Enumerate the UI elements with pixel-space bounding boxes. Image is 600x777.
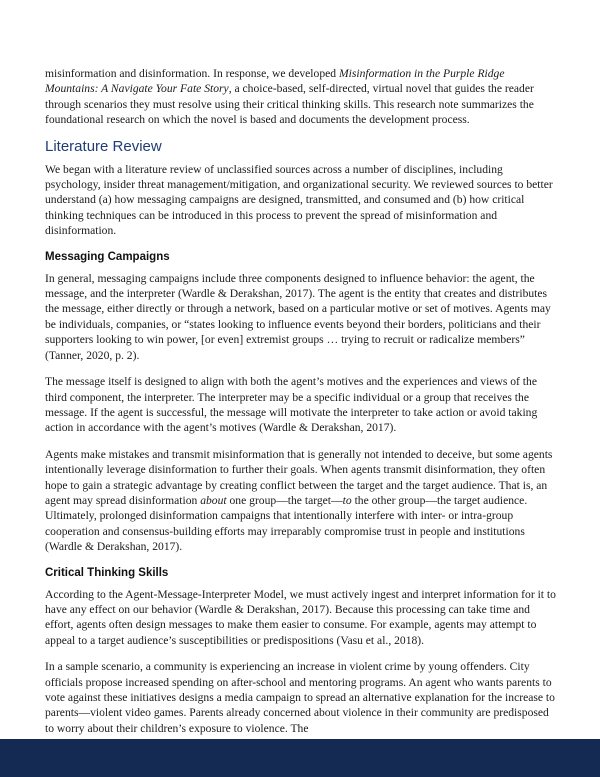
footer-band	[0, 739, 600, 777]
p3-text-c: the other group—the target audience. Ultimately, prolonged disinformation campaigns that intentionally interfere with inter- or intra-group cooperation and consensus-building efforts may irreparably compromise trust in people and institutions (Wardle & Derakshan, 2017).	[45, 493, 528, 554]
literature-review-paragraph: We began with a literature review of unclassified sources across a number of disciplines, including psychology, insider threat management/mitigation, and organizational security. We reviewed sources to better understand (a) how messaging campaigns are designed, transmitted, and consumed and (b) how critical thinking techniques can be introduced in this process to prevent the spread of misinformation and disinformation.	[45, 162, 553, 238]
p3-to: to	[342, 493, 352, 507]
critical-thinking-paragraph-2: In a sample scenario, a community is experiencing an increase in violent crime by young offenders. City officials propose increased spending on after-school and mentoring programs. An agent who wants parents to vote against these initiatives designs a media campaign to spread an alternative explanation for the increase to parents—violent video games. Parents already concerned about violence in their community are predisposed to worry about their children’s exposure to violence. The	[45, 660, 555, 735]
messaging-campaigns-heading: Messaging Campaigns	[45, 250, 170, 263]
document-page	[45, 66, 557, 747]
literature-review-heading: Literature Review	[45, 137, 162, 155]
p3-text-a: Agents make mistakes and transmit misinformation that is generally not intended to deceive, but some agents intentionally leverage disinformation to further their goals. When agents transmit disinformation, they often hope to gain a strategic advantage by creating conflict between the target and the target audience. That is, an agent may spread disinformation	[45, 447, 553, 507]
critical-thinking-paragraph-1: According to the Agent-Message-Interpreter Model, we must actively ingest and interpret information for it to have any effect on our behavior (Wardle & Derakshan, 2017). Because this processing can take time and effort, agents often design messages to make them easier to consume. For example, agents may attempt to appeal to a target audience’s susceptibilities or predispositions (Vasu et al., 2018).	[45, 587, 556, 647]
messaging-paragraph-3	[45, 447, 557, 555]
intro-text-b: , a choice-based, self-directed, virtual novel that guides the reader through scenarios they must resolve using their critical thinking skills. This research note summarizes the foundational research on which the novel is based and documents the development process.	[45, 82, 534, 127]
intro-text-a: misinformation and disinformation. In response, we developed	[45, 67, 339, 80]
p3-about: about	[200, 493, 227, 507]
messaging-paragraph-1: In general, messaging campaigns include three components designed to influence behavior: the agent, the message, and the interpreter (Wardle & Derakshan, 2017). The agent is the entity that creates and distributes the message, either directly or through a network, based on a particular motive or set of motives. Agents may be individuals, companies, or “states looking to influence events beyond their borders, politicians and their supporters looking to win power, [or even] extremist groups … trying to recruit or radicalize members” (Tanner, 2020, p. 2).	[45, 271, 551, 362]
intro-paragraph	[45, 66, 557, 128]
messaging-paragraph-2: The message itself is designed to align with both the agent’s motives and the experiences and views of the third component, the interpreter. The interpreter may be a specific individual or a group that receives the message. If the agent is successful, the message will motivate the interpreter to take action or avoid taking action in accordance with the agent’s motives (Wardle & Derakshan, 2017).	[45, 375, 538, 435]
novel-title: Misinformation in the Purple Ridge Mountains: A Navigate Your Fate Story	[45, 67, 505, 96]
critical-thinking-heading: Critical Thinking Skills	[45, 566, 169, 579]
p3-text-b: one group—the target—	[226, 493, 343, 507]
